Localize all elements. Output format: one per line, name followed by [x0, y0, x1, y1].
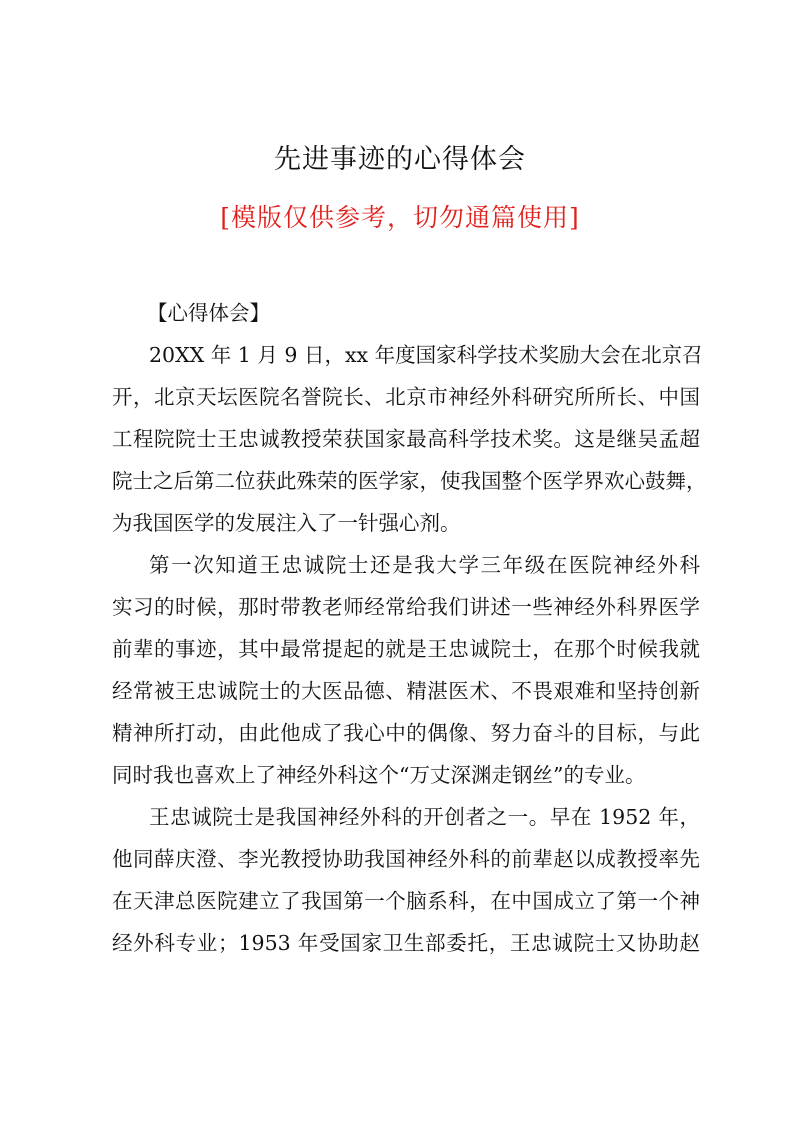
text-line: 工程院院士王忠诚教授荣获国家最高科学技术奖。这是继吴孟超 — [112, 427, 700, 451]
text-line: 精神所打动，由此他成了我心中的偶像、努力奋斗的目标，与此 — [112, 721, 700, 745]
document-body — [112, 292, 707, 964]
text-line: 经外科专业；1953 年受国家卫生部委托，王忠诚院士又协助赵 — [112, 931, 700, 955]
text-line: 为我国医学的发展注入了一针强心剂。 — [112, 511, 461, 535]
paragraph — [112, 796, 700, 964]
text-line: 第一次知道王忠诚院士还是我大学三年级在医院神经外科 — [149, 553, 700, 577]
text-line: 开，北京天坛医院名誉院长、北京市神经外科研究所所长、中国 — [112, 385, 700, 409]
text-line: 同时我也喜欢上了神经外科这个“万丈深渊走钢丝”的专业。 — [112, 763, 646, 787]
section-label: 【心得体会】 — [147, 301, 270, 325]
document-title: 先进事迹的心得体会 — [274, 144, 526, 175]
paragraph — [112, 544, 700, 796]
text-line: 20XX 年 1 月 9 日，xx 年度国家科学技术奖励大会在北京召 — [149, 343, 703, 367]
text-line: 王忠诚院士是我国神经外科的开创者之一。早在 1952 年， — [149, 805, 700, 829]
text-line: 他同薛庆澄、李光教授协助我国神经外科的前辈赵以成教授率先 — [112, 847, 700, 871]
text-line: 实习的时候，那时带教老师经常给我们讲述一些神经外科界医学 — [112, 595, 700, 619]
template-notice: [模版仅供参考，切勿通篇使用] — [220, 203, 580, 232]
text-line: 经常被王忠诚院士的大医品德、精湛医术、不畏艰难和坚持创新 — [112, 679, 700, 703]
text-line: 在天津总医院建立了我国第一个脑系科，在中国成立了第一个神 — [112, 889, 700, 913]
text-line: 院士之后第二位获此殊荣的医学家，使我国整个医学界欢心鼓舞， — [112, 469, 707, 493]
text-line: 前辈的事迹，其中最常提起的就是王忠诚院士，在那个时候我就 — [112, 637, 700, 661]
paragraph — [112, 334, 707, 544]
